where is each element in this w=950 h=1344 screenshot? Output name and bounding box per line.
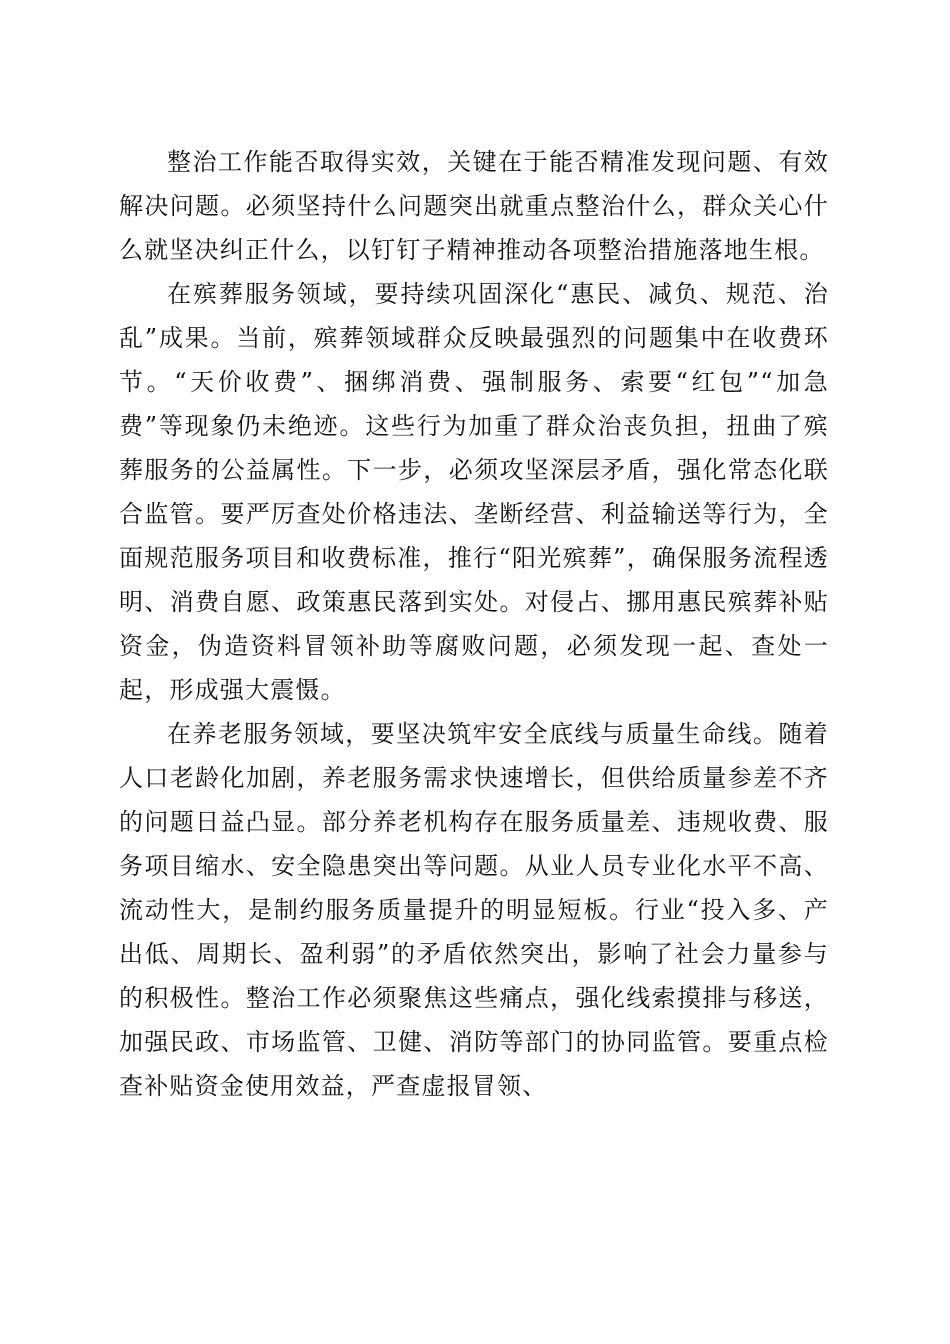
paragraph-2: 在殡葬服务领域，要持续巩固深化“惠民、减负、规范、治乱”成果。当前，殡葬领域群众反映最强烈的问题集中在收费环节。“天价收费”、捆绑消费、强制服务、索要“红包”“加急费”等现象仍未绝迹。这些行为加重了群众治丧负担，扭曲了殡葬服务的公益属性。下一步，必须攻坚深层矛盾，强化常态化联合监管。要严厉查处价格违法、垄断经营、利益输送等行为，全面规范服务项目和收费标准，推行“阳光殡葬”，确保服务流程透明、消费自愿、政策惠民落到实处。对侵占、挪用惠民殡葬补贴资金，伪造资料冒领补助等腐败问题，必须发现一起、查处一起，形成强大震慑。	[119, 280, 829, 704]
paragraph-3: 在养老服务领域，要坚决筑牢安全底线与质量生命线。随着人口老龄化加剧，养老服务需求快速增长，但供给质量参差不齐的问题日益凸显。部分养老机构存在服务质量差、违规收费、服务项目缩水、安全隐患突出等问题。从业人员专业化水平不高、流动性大，是制约服务质量提升的明显短板。行业“投入多、产出低、周期长、盈利弱”的矛盾依然突出，影响了社会力量参与的积极性。整治工作必须聚焦这些痛点，强化线索摸排与移送，加强民政、市场监管、卫健、消防等部门的协同监管。要重点检查补贴资金使用效益，严查虚报冒领、	[119, 720, 829, 1100]
paragraph-1: 整治工作能否取得实效，关键在于能否精准发现问题、有效解决问题。必须坚持什么问题突出就重点整治什么，群众关心什么就坚决纠正什么，以钉钉子精神推动各项整治措施落地生根。	[119, 148, 829, 264]
document-body	[119, 140, 829, 1108]
